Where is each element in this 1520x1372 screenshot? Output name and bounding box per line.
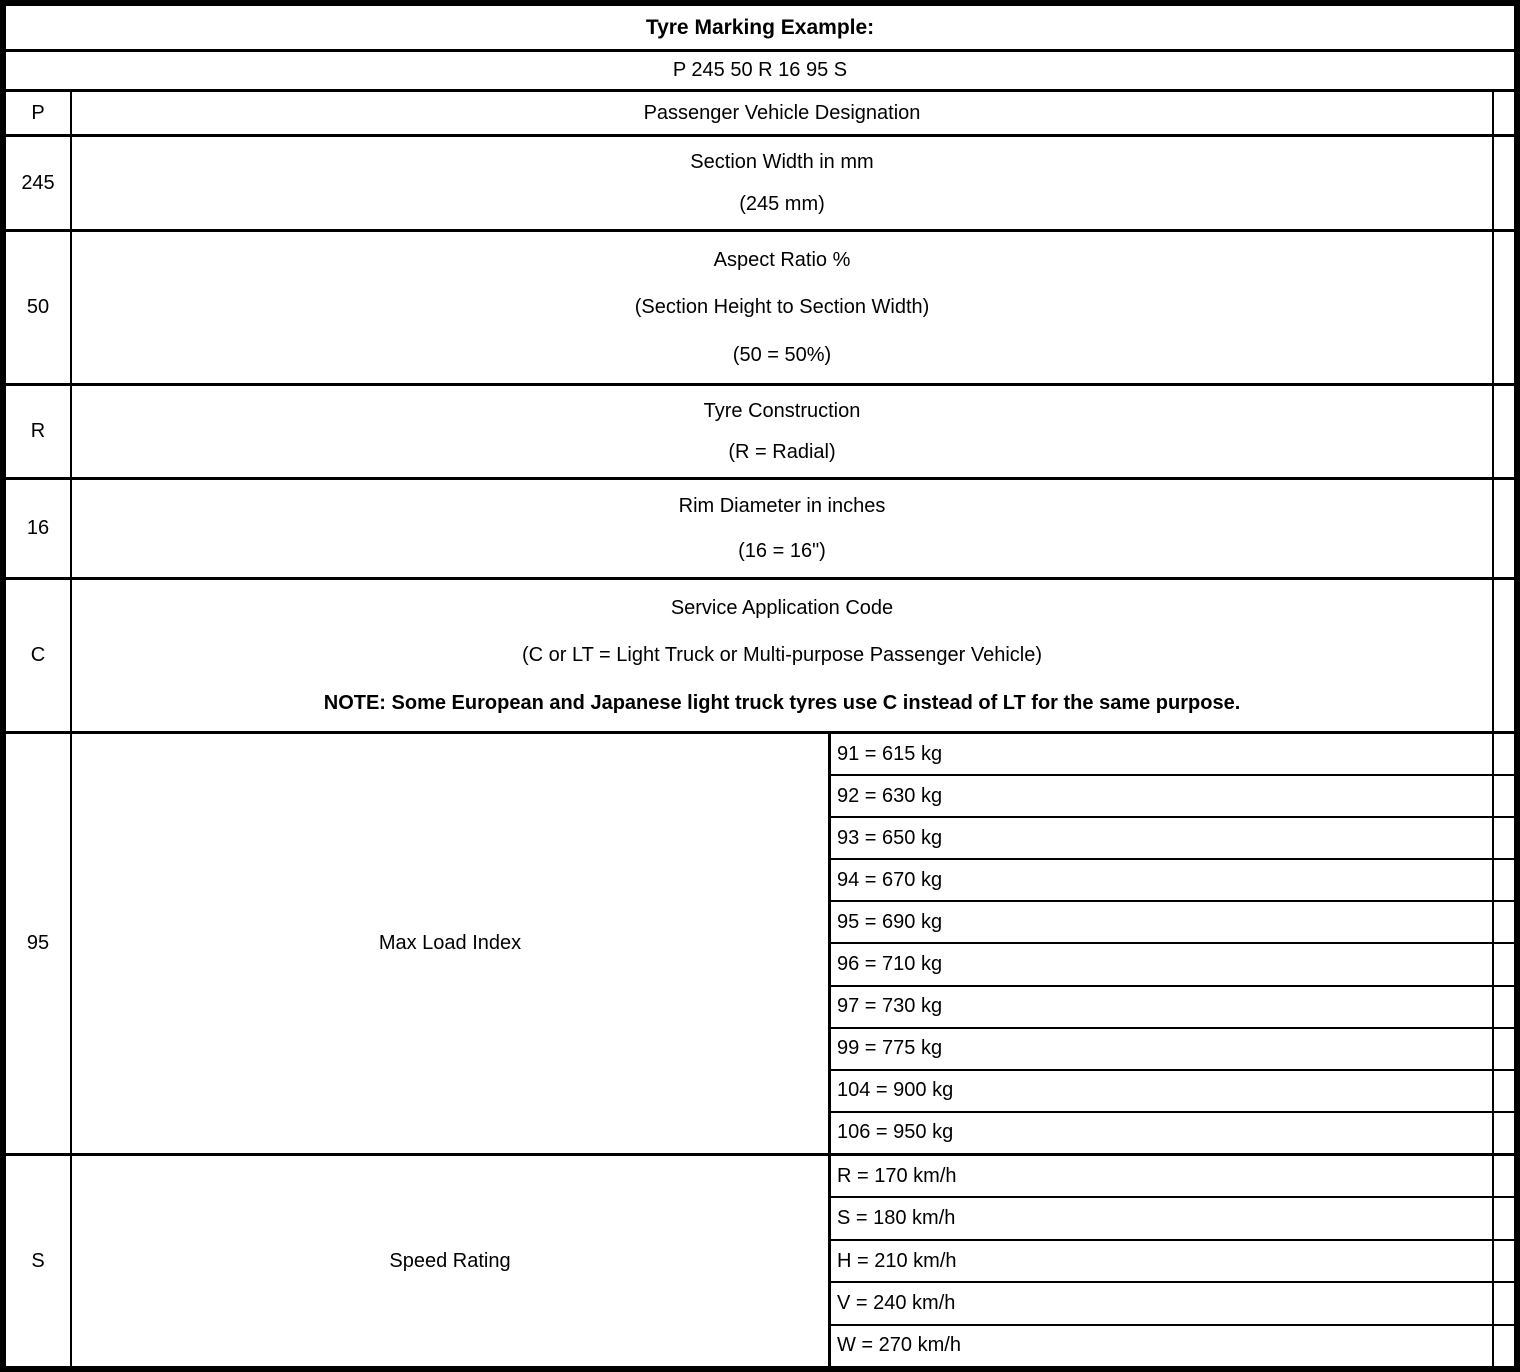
speed-rating-entries <box>831 1156 1514 1366</box>
speed-rating-row <box>831 1241 1514 1283</box>
load-index-entries <box>831 734 1514 1153</box>
table-row-p <box>6 92 1514 137</box>
load-index-row <box>831 902 1514 944</box>
table-row-245 <box>6 137 1514 232</box>
description-line: (R = Radial) <box>728 441 836 464</box>
empty-right-cell <box>1492 1156 1514 1196</box>
speed-rating-row <box>831 1156 1514 1198</box>
empty-right-cell <box>1492 860 1514 900</box>
description-line: (C or LT = Light Truck or Multi-purpose Passenger Vehicle) <box>521 644 1043 667</box>
row-description-p <box>72 92 1492 134</box>
empty-right-cell <box>1492 776 1514 816</box>
table-row-c <box>6 580 1514 734</box>
empty-right-cell <box>1492 902 1514 942</box>
row-code-245: 245 <box>6 137 72 229</box>
table-title-row <box>6 6 1514 52</box>
description-line: (245 mm) <box>739 193 825 215</box>
empty-right-cell <box>1492 944 1514 984</box>
speed-rating-entry: H = 210 km/h <box>837 1249 957 1272</box>
tyre-code-example: P 245 50 R 16 95 S <box>672 59 848 81</box>
speed-rating-entry: S = 180 km/h <box>837 1207 956 1230</box>
table-row-speed-rating <box>6 1156 1514 1366</box>
speed-rating-row <box>831 1283 1514 1325</box>
load-index-row <box>831 860 1514 902</box>
empty-right-cell <box>1492 137 1514 229</box>
load-index-row <box>831 987 1514 1029</box>
load-index-row <box>831 944 1514 986</box>
table-row-r <box>6 386 1514 480</box>
row-code-r: R <box>6 386 72 477</box>
speed-rating-row <box>831 1198 1514 1240</box>
table-row-50 <box>6 232 1514 386</box>
row-description-245 <box>72 137 1492 229</box>
description-line: (Section Height to Section Width) <box>634 296 930 319</box>
speed-rating-entry: W = 270 km/h <box>837 1334 961 1357</box>
empty-right-cell <box>1492 580 1514 731</box>
empty-right-cell <box>1492 1326 1514 1366</box>
row-description-16 <box>72 480 1492 577</box>
load-index-row <box>831 1113 1514 1153</box>
load-index-entry: 94 = 670 kg <box>837 868 943 891</box>
empty-right-cell <box>1492 1071 1514 1111</box>
row-description-c <box>72 580 1492 731</box>
speed-rating-entry: V = 240 km/h <box>837 1291 956 1314</box>
load-index-entry: 106 = 950 kg <box>837 1121 954 1144</box>
empty-right-cell <box>1492 1283 1514 1323</box>
row-code-c: C <box>6 580 72 731</box>
row-code-s: S <box>6 1156 72 1366</box>
speed-rating-entry: R = 170 km/h <box>837 1164 957 1187</box>
load-index-entry: 91 = 615 kg <box>837 742 943 765</box>
row-description-50 <box>72 232 1492 383</box>
description-line: Aspect Ratio % <box>713 248 851 271</box>
description-line: Rim Diameter in inches <box>678 495 886 518</box>
empty-right-cell <box>1492 1113 1514 1153</box>
load-index-entry: 96 = 710 kg <box>837 953 943 976</box>
load-index-entry: 93 = 650 kg <box>837 826 943 849</box>
table-row-16 <box>6 480 1514 580</box>
empty-right-cell <box>1492 232 1514 383</box>
load-index-entry: 97 = 730 kg <box>837 995 943 1018</box>
row-code-50: 50 <box>6 232 72 383</box>
row-code-95: 95 <box>6 734 72 1153</box>
speed-rating-label: Speed Rating <box>72 1156 831 1366</box>
empty-right-cell <box>1492 92 1514 134</box>
empty-right-cell <box>1492 480 1514 577</box>
load-index-entry: 104 = 900 kg <box>837 1079 954 1102</box>
load-index-label: Max Load Index <box>72 734 831 1153</box>
description-line: Passenger Vehicle Designation <box>643 102 921 124</box>
load-index-row <box>831 1029 1514 1071</box>
row-code-p: P <box>6 92 72 134</box>
load-index-entry: 92 = 630 kg <box>837 784 943 807</box>
empty-right-cell <box>1492 734 1514 774</box>
description-line: (16 = 16") <box>738 539 826 562</box>
tyre-code-example-row <box>6 52 1514 92</box>
description-line: Service Application Code <box>670 596 894 619</box>
empty-right-cell <box>1492 386 1514 477</box>
empty-right-cell <box>1492 987 1514 1027</box>
load-index-row <box>831 818 1514 860</box>
load-index-entry: 95 = 690 kg <box>837 910 943 933</box>
row-code-16: 16 <box>6 480 72 577</box>
description-line: Tyre Construction <box>703 399 861 422</box>
load-index-row <box>831 734 1514 776</box>
empty-right-cell <box>1492 1198 1514 1238</box>
load-index-entry: 99 = 775 kg <box>837 1037 943 1060</box>
description-line: Section Width in mm <box>690 151 874 173</box>
empty-right-cell <box>1492 818 1514 858</box>
empty-right-cell <box>1492 1029 1514 1069</box>
load-index-row <box>831 1071 1514 1113</box>
table-title: Tyre Marking Example: <box>645 15 875 39</box>
speed-rating-row <box>831 1326 1514 1366</box>
row-description-r <box>72 386 1492 477</box>
description-note-line: NOTE: Some European and Japanese light truck tyres use C instead of LT for the same purpose. <box>323 692 1241 715</box>
load-index-row <box>831 776 1514 818</box>
empty-right-cell <box>1492 1241 1514 1281</box>
description-line: (50 = 50%) <box>732 344 832 367</box>
table-row-load-index <box>6 734 1514 1156</box>
